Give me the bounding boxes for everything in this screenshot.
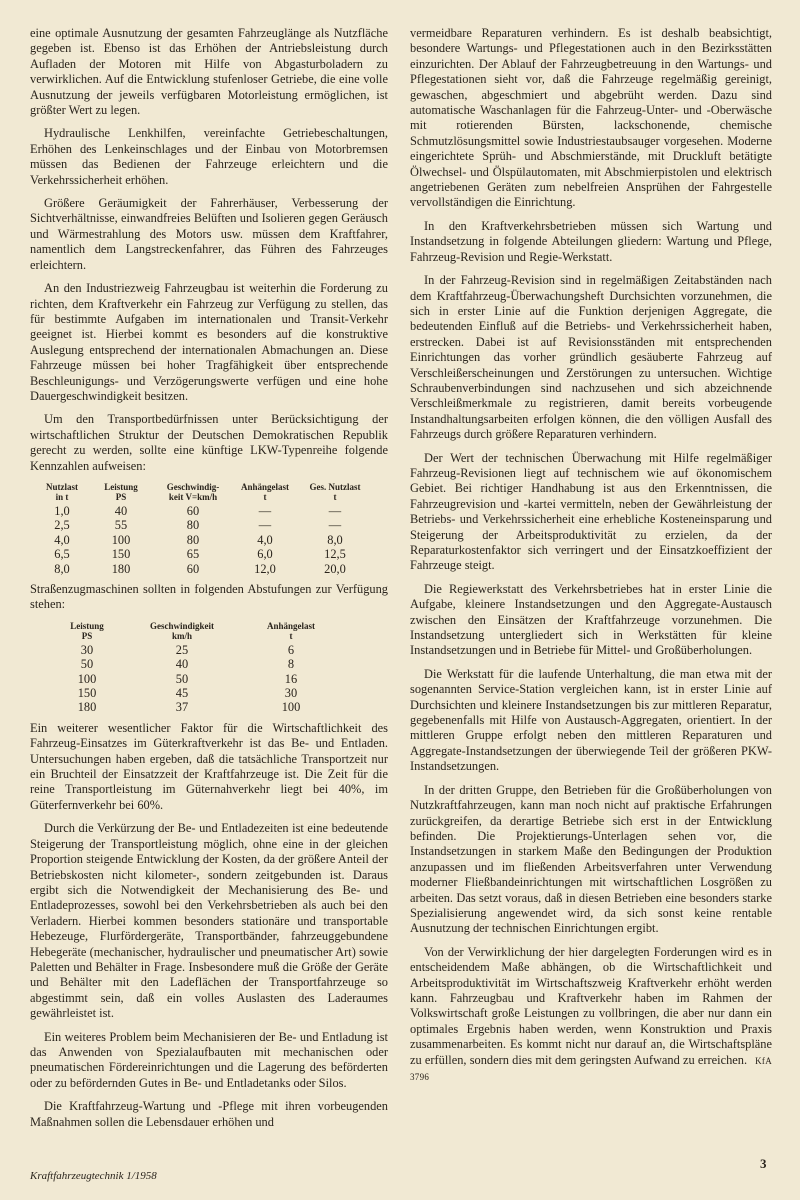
truck-series-table xyxy=(36,482,372,576)
paragraph: Die Regiewerkstatt des Verkehrsbetriebes hat in erster Linie die Aufgabe, kleinere Instandsetzungen und den Aggregate-Austausch zwischen den Einsätzen der Kraftfahrzeuge vorzunehmen. Die Instandsetzung untergliedert sich in Werkstätten für kleine Instandsetzungen und in Betriebe für Mittel- und Großüberholungen. xyxy=(410,581,772,658)
table-cell: 2,5 xyxy=(54,518,70,533)
table-cell: 180 xyxy=(111,561,131,576)
table-row xyxy=(36,533,372,547)
table-cell: 100 xyxy=(111,532,131,547)
table-cell: 30 xyxy=(80,642,94,657)
table-cell: 8,0 xyxy=(327,532,343,547)
table-cell: 80 xyxy=(186,532,200,547)
table-cell: 60 xyxy=(186,561,200,576)
table-row xyxy=(36,518,372,532)
paragraph: Die Werkstatt für die laufende Unterhaltung, die man etwa mit der sogenannten Service-Station vergleichen kann, ist in erster Linie auf Durchsichten und kleinere Instandsetzungen bis zur mittleren Reparatur, gegebenenfalls mit Hilfe von Austausch-Aggregaten, orientiert. In der mittleren Gruppe erfolgt neben den mittleren Reparaturen und Aggregate-Instandsetzungen der überwiegende Teil der größeren PKW-Instandsetzungen. xyxy=(410,666,772,774)
table-row xyxy=(52,643,340,657)
table-cell: 6,5 xyxy=(54,547,70,562)
table-row xyxy=(52,672,340,686)
column-header: Ges. Nutzlast t xyxy=(309,481,361,502)
table-cell: 4,0 xyxy=(54,532,70,547)
article-code: KfA 3796 xyxy=(410,1055,772,1082)
table-cell: 150 xyxy=(111,547,131,562)
table-row xyxy=(52,657,340,671)
tractor-table xyxy=(52,621,340,715)
table-header-row xyxy=(36,482,372,504)
table-cell: 150 xyxy=(77,686,97,701)
paragraph: Straßenzugmaschinen sollten in folgenden Abstufungen zur Verfügung stehen: xyxy=(30,582,388,612)
column-header: Leistung PS xyxy=(70,620,104,641)
paragraph: In den Kraftverkehrsbetrieben müssen sich Wartung und Instandsetzung in folgende Abteilungen gliedern: Wartung und Pflege, Fahrzeug-Revision und Regie-Werkstatt. xyxy=(410,218,772,264)
table-header-row xyxy=(52,621,340,643)
table-cell: 100 xyxy=(77,671,97,686)
table-cell: 65 xyxy=(186,547,200,562)
table-cell: 37 xyxy=(175,700,189,715)
right-column xyxy=(410,26,772,1093)
table-cell: 8 xyxy=(287,657,295,672)
table-cell: 12,0 xyxy=(254,561,276,576)
table-row xyxy=(36,547,372,561)
paragraph: In der Fahrzeug-Revision sind in regelmäßigen Zeitabständen nach dem Kraftfahrzeug-Überwachungsheft Durchsichten vorzunehmen, die sich in erster Linie auf die Funktion derjenigen Aggregate, die bedeutenden Einfluß auf die Betriebs- und Verkehrssicherheit haben, erstrecken. Dabei ist auf Revisionsständen mit entsprechenden Einrichtungen das vorher gründlich gesäuberte Fahrzeug auf Verschleißerscheinungen und Zerstörungen zu untersuchen. Wichtige Schraubenverbindungen sind nachzusehen und sich abzeichnende Verschleißmerkmale zu registrieren, damit bereits vorbeugende Instandhaltungsarbeiten erfolgen können, die den völligen Ausfall des Fahrzeugs durch größere Reparaturen verhindern. xyxy=(410,273,772,442)
paragraph: Um den Transportbedürfnissen unter Berücksichtigung der wirtschaftlichen Struktur der Deutschen Demokratischen Republik gerecht zu werden, sollte eine künftige LKW-Typenreihe folgende Kennzahlen aufweisen: xyxy=(30,412,388,473)
table-cell: 8,0 xyxy=(54,561,70,576)
table-row xyxy=(52,686,340,700)
paragraph: Ein weiteres Problem beim Mechanisieren der Be- und Entladung ist das Anwenden von Spezialaufbauten mit mechanischen oder pneumatischen Fördereinrichtungen und die Lagerung des beförderten oder zu befördernden Gutes in Be- und Entladetanks oder Silos. xyxy=(30,1029,388,1090)
table-cell: 25 xyxy=(175,642,189,657)
table-cell: 1,0 xyxy=(54,503,70,518)
paragraph: vermeidbare Reparaturen verhindern. Es ist deshalb beabsichtigt, besondere Wartungs- und Pflegestationen auch in den Bezirksstätten einzurichten. Der Ablauf der Fahrzeugbetreuung in den Wartungs- und Pflegestationen sieht vor, daß die Fahrzeuge regelmäßig gereinigt, gewaschen, abgeschmiert und abgebrüht werden. Dazu sind automatische Waschanlagen für die Fahrzeug-Unter- und -Oberwäsche mit rotierenden Bürsten, lackschonende, chemische Schmutzlösungsmittel sowie Industriestaubsauger vorgesehen. Moderne eingerichtete Sprüh- und Abschmierstände, mit Druckluft betätigte Ölwechsel- und Ölspülautomaten, mit Abschmierpistolen und elektrisch angetriebenen Geräten zum nebelfreien Ansprühen der Fahrgestelle vervollständigen die Einrichtung. xyxy=(410,26,772,210)
column-header: Anhängelast t xyxy=(266,620,315,641)
table-cell: 20,0 xyxy=(324,561,346,576)
left-column xyxy=(30,26,388,1138)
table-row xyxy=(36,562,372,576)
table-cell: 45 xyxy=(175,686,189,701)
table-cell: 60 xyxy=(186,503,200,518)
paragraph: In der dritten Gruppe, den Betrieben für die Großüberholungen von Nutzkraftfahrzeugen, kann man noch nicht auf praktische Erfahrungen zurückgreifen, da derartige Betriebe sich erst in der Entwicklung befinden. Die Projektierungs-Unterlagen sehen vor, die Instandsetzungen in starkem Maße den Bedingungen der Produktion anzupassen und im fließenden Arbeitsverfahren unter Verwendung moderner Fließbandeinrichtungen mit wirtschaftlichen Losgrößen zu arbeiten. Das setzt voraus, daß in diesen Betrieben eine besonders starke Spezialisierung angewendet wird, da sich sonst keine rentable Ausnutzung der technischen Einrichtungen ergibt. xyxy=(410,782,772,936)
table-cell: 100 xyxy=(281,700,301,715)
paragraph: Die Kraftfahrzeug-Wartung und -Pflege mit ihren vorbeugenden Maßnahmen sollen die Lebensdauer erhöhen und xyxy=(30,1099,388,1129)
table-cell: 16 xyxy=(284,671,298,686)
paragraph: Hydraulische Lenkhilfen, vereinfachte Getriebeschaltungen, Erhöhen des Lenkeinschlages und der Einbau von Motorbremsen müssen das Bedienen der Fahrzeuge erleichtern und die Verkehrssicherheit erhöhen. xyxy=(30,126,388,187)
table-cell: 4,0 xyxy=(257,532,273,547)
table-cell: — xyxy=(328,503,342,518)
paragraph: eine optimale Ausnutzung der gesamten Fahrzeuglänge als Nutzfläche gegeben ist. Ebenso ist das Erhöhen der Antriebsleistung durch Aufladen der Motoren mit Hilfe von Abgasturboladern zu verwirklichen. Auf die Entwicklung stufenloser Getriebe, die eine volle Ausnutzung der jeweils verfügbaren Motorleistung ermöglichen, ist größter Wert zu legen. xyxy=(30,26,388,118)
paragraph: Durch die Verkürzung der Be- und Entladezeiten ist eine bedeutende Steigerung der Transportleistung möglich, ohne eine in der gleichen Proportion steigende Entwicklung der Kosten, da der größere Anteil der Betriebskosten nicht kilometer-, sondern zeitgebunden ist. Daraus ergibt sich die Notwendigkeit der Mechanisierung des Be- und Entladeprozesses, sowohl bei den Verkehrsbetrieben als auch bei den Verladern. Hierbei kommen besonders stationäre und transportable Hebezeuge, Flurfördergeräte, Transportbänder, fahrzeuggebundene Hebegeräte (mechanischer, hydraulischer und pneumatischer Art) sowie Paletten und Behälter in Frage. Insbesondere muß die Größe der Geräte und Behälter mit den Ladeflächen der Transportfahrzeuge so abgestimmt sein, daß ein volles Auslasten des Laderaumes gewährleistet ist. xyxy=(30,821,388,1021)
column-header: Leistung PS xyxy=(104,481,138,502)
paragraph: Der Wert der technischen Überwachung mit Hilfe regelmäßiger Fahrzeug-Revisionen liegt auf technischem wie auf ökonomischem Gebiet. Bei richtiger Handhabung ist aus den Erkenntnissen, die Fahrzeugrevision und -kartei vermitteln, neben der Gewährleistung der Betriebs- und Verkehrssicherheit eine erhebliche Kosteneinsparung und Steigerung der Arbeitsproduktivität zu erzielen, da der Reparaturkostenfaktor sich verringert und der Einsatzkoeffizient der Fahrzeuge steigt. xyxy=(410,450,772,573)
table-cell: 40 xyxy=(114,503,128,518)
table-cell: 50 xyxy=(80,657,94,672)
column-header: Geschwindig- keit V=km/h xyxy=(166,481,220,502)
table-cell: 55 xyxy=(114,518,128,533)
table-cell: 6,0 xyxy=(257,547,273,562)
table-row xyxy=(52,700,340,714)
column-header: Nutzlast in t xyxy=(46,481,78,502)
page-number: 3 xyxy=(760,1156,767,1171)
paragraph: An den Industriezweig Fahrzeugbau ist weiterhin die Forderung zu richten, dem Kraftverkehr ein Fahrzeug zur Verfügung zu stellen, das für bestimmte Aufgaben im internationalen und Transit-Verkehr geeignet ist. Hierbei kommt es besonders auf die konstruktive Auslegung entsprechend der internationalen Abmachungen an. Diese Fahrzeuge müssen bei hoher Tragfähigkeit über entsprechende Beschleunigungs- und Verzögerungswerte verfügen und eine hohe Dauergeschwindigkeit besitzen. xyxy=(30,281,388,403)
table-cell: 30 xyxy=(284,686,298,701)
paragraph: Ein weiterer wesentlicher Faktor für die Wirtschaftlichkeit des Fahrzeug-Einsatzes im Güterkraftverkehr ist das Be- und Entladen. Untersuchungen haben ergeben, daß die tatsächliche Transportzeit nur ein Bruchteil der Einsatzzeit der Kraftfahrzeuge ist. Die Zeit für die reine Transportleistung im Güternahverkehr liegt bei 40%, im Güterfernverkehr bei 60%. xyxy=(30,720,388,812)
journal-footer: Kraftfahrzeugtechnik 1/1958 xyxy=(30,1170,157,1182)
table-cell: — xyxy=(258,503,272,518)
column-header: Anhängelast t xyxy=(240,481,289,502)
table-row xyxy=(36,504,372,518)
paragraph-text: Von der Verwirklichung der hier dargelegten Forderungen wird es in entscheidendem Maße abhängen, ob die Wirtschaftlichkeit und Arbeitsproduktivität im Wirtschaftszweig Kraftverkehr erhöht werden kann. Fahrzeugbau und Kraftverkehr haben im Rahmen der Volkswirtschaft große Leistungen zu vollbringen, die aber nur dann ein optimales Ergebnis haben werden, wenn Konstruktion und Praxis zusammenarbeiten. Es kommt nicht nur darauf an, die Wirtschaftspläne zu erfüllen, sondern dies mit dem geringsten Aufwand zu erreichen. xyxy=(410,944,772,1067)
table-cell: — xyxy=(328,518,342,533)
paragraph: Größere Geräumigkeit der Fahrerhäuser, Verbesserung der Sichtverhältnisse, einwandfreies Belüften und Isolieren gegen Geräusch und Wärmestrahlung des Motors usw. müssen dem Kraftfahrer, namentlich dem Langstreckenfahrer, das Führen des Fahrzeuges erleichtern. xyxy=(30,196,388,272)
column-header: Geschwindigkeit km/h xyxy=(149,620,214,641)
table-cell: — xyxy=(258,518,272,533)
paragraph xyxy=(410,945,772,1086)
table-cell: 12,5 xyxy=(324,547,346,562)
table-cell: 180 xyxy=(77,700,97,715)
table-cell: 40 xyxy=(175,657,189,672)
table-cell: 50 xyxy=(175,671,189,686)
table-cell: 80 xyxy=(186,518,200,533)
table-cell: 6 xyxy=(287,642,295,657)
